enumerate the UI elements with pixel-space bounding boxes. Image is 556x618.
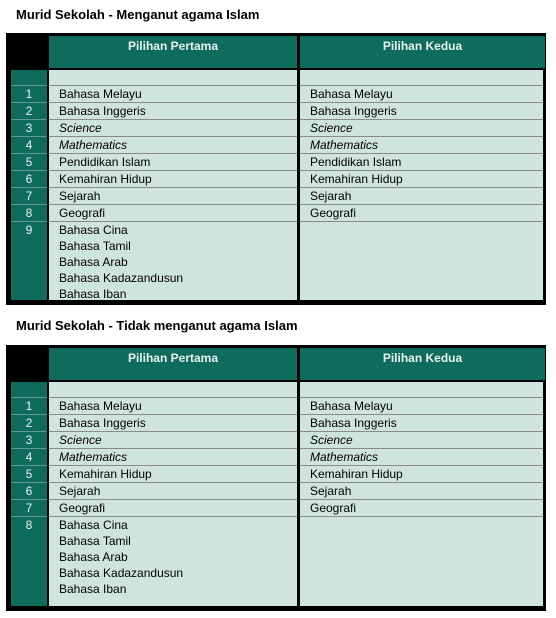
row-number: 3 bbox=[11, 120, 47, 137]
subject-table-islam bbox=[6, 33, 546, 305]
subject-cell: Mathematics bbox=[300, 449, 543, 466]
row-number: 2 bbox=[11, 103, 47, 120]
subject-cell: Bahasa Iban bbox=[59, 287, 127, 301]
subject-cell: Geografi bbox=[300, 205, 543, 222]
row-number: 9 bbox=[25, 223, 33, 237]
subject-cell: Pendidikan Islam bbox=[300, 154, 543, 171]
subject-cell: Science bbox=[300, 432, 543, 449]
row-number: 8 bbox=[25, 518, 33, 532]
subject-cell: Bahasa Kadazandusun bbox=[59, 271, 184, 285]
row-number: 1 bbox=[11, 398, 47, 415]
row-number: 4 bbox=[11, 449, 47, 466]
subject-cell: Geografi bbox=[49, 205, 297, 222]
row-number: 4 bbox=[11, 137, 47, 154]
subject-cell: Bahasa Iban bbox=[59, 582, 127, 596]
subject-cell: Bahasa Melayu bbox=[300, 86, 543, 103]
number-column bbox=[11, 70, 47, 300]
subject-cell: Sejarah bbox=[49, 483, 297, 500]
row-number: 1 bbox=[11, 86, 47, 103]
header-first-choice: Pilihan Pertama bbox=[49, 348, 297, 380]
language-options-cell bbox=[49, 222, 297, 302]
subject-cell: Science bbox=[49, 432, 297, 449]
language-options-cell bbox=[49, 517, 297, 597]
second-choice-column bbox=[300, 70, 543, 300]
header-number-cell bbox=[9, 36, 47, 68]
subject-cell: Bahasa Tamil bbox=[59, 534, 131, 548]
number-column bbox=[11, 382, 47, 606]
header-first-choice: Pilihan Pertama bbox=[49, 36, 297, 68]
header-number-cell bbox=[9, 348, 47, 380]
subject-cell: Bahasa Melayu bbox=[49, 398, 297, 415]
subject-cell: Kemahiran Hidup bbox=[49, 171, 297, 188]
subject-cell: Bahasa Arab bbox=[59, 255, 128, 269]
row-number: 5 bbox=[11, 466, 47, 483]
subject-cell: Bahasa Cina bbox=[59, 518, 128, 532]
row-number: 3 bbox=[11, 432, 47, 449]
subject-cell: Bahasa Melayu bbox=[300, 398, 543, 415]
second-choice-column bbox=[300, 382, 543, 606]
subject-cell: Kemahiran Hidup bbox=[49, 466, 297, 483]
subject-cell: Bahasa Melayu bbox=[49, 86, 297, 103]
row-number: 7 bbox=[11, 500, 47, 517]
first-choice-column bbox=[49, 382, 297, 606]
subject-cell: Geografi bbox=[49, 500, 297, 517]
row-number: 7 bbox=[11, 188, 47, 205]
row-number: 8 bbox=[11, 205, 47, 222]
row-number: 6 bbox=[11, 171, 47, 188]
section-title-non-islam: Murid Sekolah - Tidak menganut agama Islam bbox=[16, 318, 298, 333]
row-number: 5 bbox=[11, 154, 47, 171]
first-choice-column bbox=[49, 70, 297, 300]
subject-table-non-islam bbox=[6, 345, 546, 611]
section-title-islam: Murid Sekolah - Menganut agama Islam bbox=[16, 7, 260, 22]
subject-cell: Bahasa Kadazandusun bbox=[59, 566, 184, 580]
subject-cell: Kemahiran Hidup bbox=[300, 466, 543, 483]
subject-cell: Mathematics bbox=[49, 137, 297, 154]
subject-cell: Pendidikan Islam bbox=[49, 154, 297, 171]
subject-cell: Kemahiran Hidup bbox=[300, 171, 543, 188]
subject-cell: Bahasa Tamil bbox=[59, 239, 131, 253]
subject-cell: Bahasa Inggeris bbox=[49, 103, 297, 120]
subject-cell: Sejarah bbox=[300, 188, 543, 205]
row-number: 6 bbox=[11, 483, 47, 500]
subject-cell: Bahasa Arab bbox=[59, 550, 128, 564]
subject-cell: Bahasa Cina bbox=[59, 223, 128, 237]
subject-cell: Sejarah bbox=[49, 188, 297, 205]
row-number: 2 bbox=[11, 415, 47, 432]
header-second-choice: Pilihan Kedua bbox=[300, 36, 545, 68]
subject-cell: Bahasa Inggeris bbox=[49, 415, 297, 432]
header-second-choice: Pilihan Kedua bbox=[300, 348, 545, 380]
subject-cell: Mathematics bbox=[300, 137, 543, 154]
subject-cell: Bahasa Inggeris bbox=[300, 103, 543, 120]
subject-cell: Sejarah bbox=[300, 483, 543, 500]
subject-cell: Geografi bbox=[300, 500, 543, 517]
subject-cell: Bahasa Inggeris bbox=[300, 415, 543, 432]
subject-cell: Science bbox=[300, 120, 543, 137]
subject-cell: Science bbox=[49, 120, 297, 137]
subject-cell: Mathematics bbox=[49, 449, 297, 466]
